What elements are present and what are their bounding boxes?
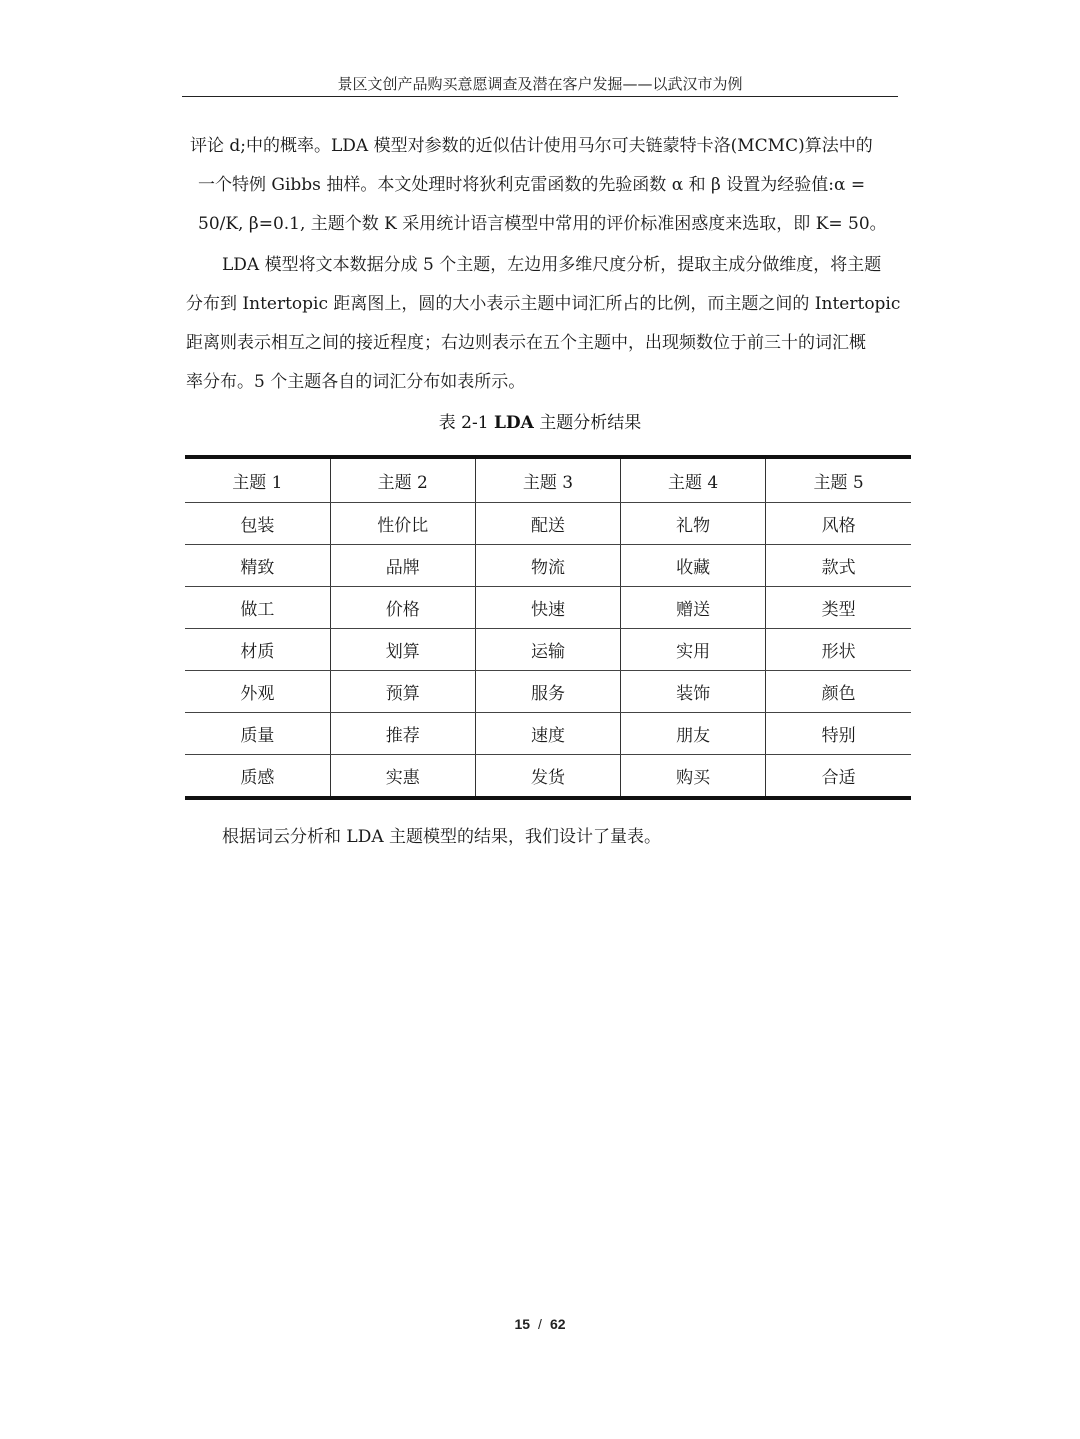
page-number (0, 1316, 1080, 1332)
table-row (185, 503, 911, 545)
paragraph-line: 分布到 Intertopic 距离图上，圆的大小表示主题中词汇所占的比例，而主题之间的 Intertopic (186, 294, 901, 314)
closing-paragraph: 根据词云分析和 LDA 主题模型的结果，我们设计了量表。 (222, 827, 662, 847)
column-header: 主题 5 (766, 457, 911, 503)
table-cell: 品牌 (330, 545, 475, 587)
table-cell: 外观 (185, 671, 330, 713)
column-header: 主题 1 (185, 457, 330, 503)
table-caption-prefix: 表 2-1 (438, 413, 494, 433)
table-cell: 预算 (330, 671, 475, 713)
table-cell: 推荐 (330, 713, 475, 755)
table-cell: 类型 (766, 587, 911, 629)
table-header-row (185, 457, 911, 503)
table-cell: 质量 (185, 713, 330, 755)
table-cell: 朋友 (621, 713, 766, 755)
paragraph-line: 率分布。5 个主题各自的词汇分布如表所示。 (186, 372, 526, 392)
table-cell: 风格 (766, 503, 911, 545)
table-cell: 配送 (475, 503, 620, 545)
table-cell: 发货 (475, 755, 620, 799)
page-current: 15 (514, 1316, 531, 1332)
table-caption-suffix: 主题分析结果 (533, 413, 642, 433)
table-cell: 实用 (621, 629, 766, 671)
paragraph-line: LDA 模型将文本数据分成 5 个主题，左边用多维尺度分析，提取主成分做维度，将主题 (222, 255, 882, 275)
table-cell: 运输 (475, 629, 620, 671)
table-cell: 价格 (330, 587, 475, 629)
table-cell: 颜色 (766, 671, 911, 713)
paragraph-line: 评论 d;中的概率。LDA 模型对参数的近似估计使用马尔可夫链蒙特卡洛(MCMC)算法中的 (190, 136, 873, 156)
table-row (185, 713, 911, 755)
table-cell: 购买 (621, 755, 766, 799)
column-header: 主题 4 (621, 457, 766, 503)
table-cell: 收藏 (621, 545, 766, 587)
paragraph-line: 一个特例 Gibbs 抽样。本文处理时将狄利克雷函数的先验函数 α 和 β 设置为经验值:α = (198, 175, 866, 195)
header-title: 景区文创产品购买意愿调查及潜在客户发掘——以武汉市为例 (337, 75, 743, 93)
table-cell: 款式 (766, 545, 911, 587)
table-cell: 速度 (475, 713, 620, 755)
running-header (182, 72, 898, 97)
paragraph-line: 50/K, β=0.1, 主题个数 K 采用统计语言模型中常用的评价标准困惑度来选取，即 K= 50。 (198, 214, 887, 234)
column-header: 主题 3 (475, 457, 620, 503)
table-caption (0, 409, 1080, 437)
table-cell: 形状 (766, 629, 911, 671)
page-separator: / (538, 1316, 542, 1332)
lda-topic-table (185, 455, 911, 800)
table-cell: 装饰 (621, 671, 766, 713)
table-cell: 物流 (475, 545, 620, 587)
table-cell: 礼物 (621, 503, 766, 545)
table-cell: 特别 (766, 713, 911, 755)
table-cell: 划算 (330, 629, 475, 671)
table-cell: 快速 (475, 587, 620, 629)
table-row (185, 671, 911, 713)
table-cell: 合适 (766, 755, 911, 799)
table-cell: 精致 (185, 545, 330, 587)
page-total: 62 (549, 1316, 566, 1332)
table-cell: 材质 (185, 629, 330, 671)
table-cell: 实惠 (330, 755, 475, 799)
table-cell: 做工 (185, 587, 330, 629)
table-cell: 性价比 (330, 503, 475, 545)
table-row (185, 629, 911, 671)
table-cell: 服务 (475, 671, 620, 713)
table-row (185, 587, 911, 629)
table-row (185, 755, 911, 799)
table-cell: 质感 (185, 755, 330, 799)
table-cell: 包装 (185, 503, 330, 545)
column-header: 主题 2 (330, 457, 475, 503)
paragraph-line: 距离则表示相互之间的接近程度；右边则表示在五个主题中，出现频数位于前三十的词汇概 (186, 333, 866, 353)
table-caption-bold: LDA (493, 413, 534, 433)
table-row (185, 545, 911, 587)
table-cell: 赠送 (621, 587, 766, 629)
